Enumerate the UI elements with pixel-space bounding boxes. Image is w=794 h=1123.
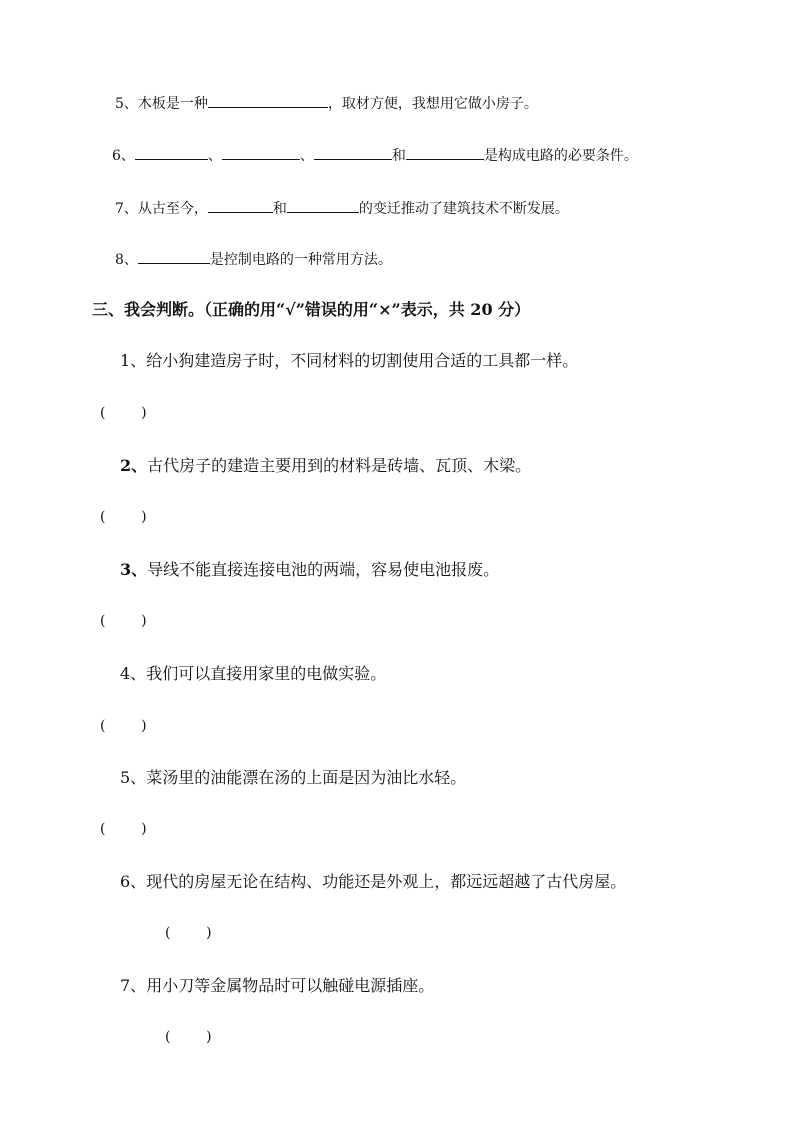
question-text: 我们可以直接用家里的电做实验。 bbox=[146, 664, 387, 683]
judge-question-6 bbox=[120, 872, 626, 892]
item-text: 木板是一种 bbox=[137, 96, 208, 112]
judge-question-1 bbox=[120, 351, 578, 371]
fill-item-5 bbox=[115, 92, 538, 114]
question-number: 3、 bbox=[120, 560, 148, 579]
answer-parentheses[interactable]: ( ) bbox=[100, 718, 147, 734]
question-number: 7、 bbox=[120, 976, 147, 995]
item-text: 的变迁推动了建筑技术不断发展。 bbox=[358, 201, 569, 217]
answer-blank[interactable] bbox=[314, 144, 392, 160]
answer-parentheses[interactable]: ( ) bbox=[165, 925, 212, 941]
item-text: 、 bbox=[299, 148, 314, 164]
item-text: 是构成电路的必要条件。 bbox=[483, 148, 638, 164]
section-heading: 三、我会判断。（正确的用“√”错误的用“×”表示，共 20 分） bbox=[92, 300, 531, 319]
judge-question-7 bbox=[120, 976, 434, 996]
item-number: 5、 bbox=[115, 96, 138, 112]
fill-item-7 bbox=[115, 197, 569, 219]
item-text: 和 bbox=[272, 201, 287, 217]
judge-question-2 bbox=[120, 456, 531, 476]
question-text: 给小狗建造房子时，不同材料的切割使用合适的工具都一样。 bbox=[146, 351, 579, 370]
fill-item-6 bbox=[112, 144, 638, 166]
question-text: 导线不能直接连接电池的两端，容易使电池报废。 bbox=[147, 560, 500, 579]
answer-parentheses[interactable]: ( ) bbox=[100, 405, 147, 421]
answer-parentheses[interactable]: ( ) bbox=[100, 821, 147, 837]
question-text: 菜汤里的油能漂在汤的上面是因为油比水轻。 bbox=[146, 768, 467, 787]
item-text: 从古至今， bbox=[137, 201, 208, 217]
answer-blank[interactable] bbox=[208, 92, 328, 108]
item-text: 是控制电路的一种常用方法。 bbox=[209, 252, 392, 268]
judge-question-5 bbox=[120, 768, 466, 788]
item-text: 、 bbox=[207, 148, 222, 164]
answer-parentheses[interactable]: ( ) bbox=[165, 1029, 212, 1045]
question-number: 1、 bbox=[120, 351, 147, 370]
answer-blank[interactable] bbox=[222, 144, 300, 160]
item-number: 8、 bbox=[115, 252, 138, 268]
question-number: 4、 bbox=[120, 664, 147, 683]
answer-blank[interactable] bbox=[138, 248, 210, 264]
question-number: 5、 bbox=[120, 768, 147, 787]
judge-question-4 bbox=[120, 664, 386, 684]
judge-question-3 bbox=[120, 560, 499, 580]
item-number: 7、 bbox=[115, 201, 138, 217]
item-text: ，取材方便，我想用它做小房子。 bbox=[327, 96, 538, 112]
question-text: 现代的房屋无论在结构、功能还是外观上，都远远超越了古代房屋。 bbox=[146, 872, 627, 891]
item-text: 和 bbox=[391, 148, 406, 164]
answer-blank[interactable] bbox=[287, 197, 359, 213]
answer-parentheses[interactable]: ( ) bbox=[100, 509, 147, 525]
item-number: 6、 bbox=[112, 148, 135, 164]
fill-item-8 bbox=[115, 248, 392, 270]
question-number: 2、 bbox=[120, 456, 148, 475]
answer-blank[interactable] bbox=[135, 144, 208, 160]
answer-parentheses[interactable]: ( ) bbox=[100, 613, 147, 629]
answer-blank[interactable] bbox=[406, 144, 484, 160]
question-text: 用小刀等金属物品时可以触碰电源插座。 bbox=[146, 976, 435, 995]
question-text: 古代房子的建造主要用到的材料是砖墙、瓦顶、木梁。 bbox=[147, 456, 532, 475]
answer-blank[interactable] bbox=[208, 197, 273, 213]
question-number: 6、 bbox=[120, 872, 147, 891]
